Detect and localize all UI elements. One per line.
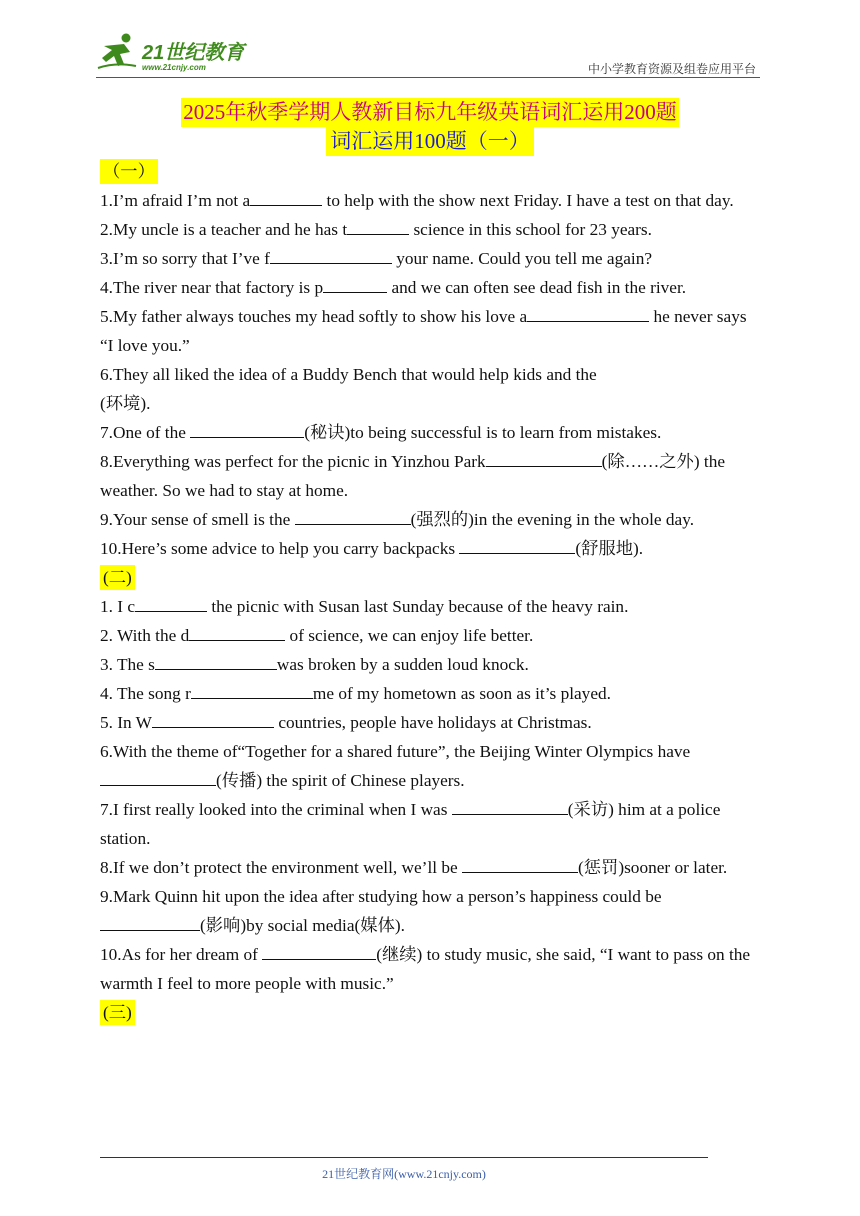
question-item: 5. In W countries, people have holidays at Christmas. [100,708,762,737]
question-item: 1.I’m afraid I’m not a to help with the show next Friday. I have a test on that day. [100,186,762,215]
answer-blank[interactable] [270,244,392,264]
answer-blank[interactable] [347,215,409,235]
answer-blank[interactable] [486,447,602,467]
question-item: 2. With the d of science, we can enjoy life better. [100,621,762,650]
logo [96,30,296,78]
question-item: 10.Here’s some advice to help you carry backpacks (舒服地). [100,534,762,563]
question-item: 4. The song r me of my hometown as soon as it’s played. [100,679,762,708]
logo-url: www.21cnjy.com [142,63,206,72]
runner-logo-icon [96,32,140,72]
page-header [96,30,760,78]
section-label: (三) [100,1000,135,1025]
question-item: 9.Your sense of smell is the (强烈的)in the evening in the whole day. [100,505,762,534]
title-block [0,98,860,156]
question-item: 3.I’m so sorry that I’ve f your name. Could you tell me again? [100,244,762,273]
question-item: 10.As for her dream of (继续) to study music, she said, “I want to pass on the warmth I feel to more people with music.” [100,940,762,998]
section-label: （一） [100,159,158,184]
page-title: 2025年秋季学期人教新目标九年级英语词汇运用200题 [181,98,679,127]
question-item: 8.If we don’t protect the environment well, we’ll be (惩罚)sooner or later. [100,853,762,882]
answer-blank[interactable] [191,679,313,699]
answer-blank[interactable] [323,273,387,293]
answer-blank[interactable] [527,302,649,322]
answer-blank[interactable] [452,795,568,815]
question-item: 7.I first really looked into the criminal when I was (采访) him at a police station. [100,795,762,853]
answer-blank[interactable] [155,650,277,670]
answer-blank[interactable] [100,911,200,931]
question-item: 4.The river near that factory is p and we can often see dead fish in the river. [100,273,762,302]
answer-blank[interactable] [189,621,285,641]
section-label: (二) [100,565,135,590]
header-divider [96,77,760,78]
page-footer: 21世纪教育网(www.21cnjy.com) [322,1167,486,1181]
answer-blank[interactable] [250,186,322,206]
logo-text: 21世纪教育 [142,42,245,64]
question-item: 6.They all liked the idea of a Buddy Bench that would help kids and the (环境). [100,365,597,413]
question-item: 9.Mark Quinn hit upon the idea after studying how a person’s happiness could be (影响)by social media(媒体). [100,887,666,935]
platform-label: 中小学教育资源及组卷应用平台 [587,62,756,76]
answer-blank[interactable] [190,418,304,438]
answer-blank[interactable] [459,534,575,554]
page-subtitle: 词汇运用100题（一） [326,127,534,156]
footer-divider [100,1157,708,1158]
answer-blank[interactable] [295,505,411,525]
question-item: 1. I c the picnic with Susan last Sunday because of the heavy rain. [100,592,762,621]
answer-blank[interactable] [135,592,207,612]
answer-blank[interactable] [100,766,216,786]
question-item: 8.Everything was perfect for the picnic in Yinzhou Park (除……之外) the weather. So we had to stay at home. [100,447,762,505]
answer-blank[interactable] [152,708,274,728]
question-item: 2.My uncle is a teacher and he has t science in this school for 23 years. [100,215,762,244]
answer-blank[interactable] [462,853,578,873]
question-item: 7.One of the (秘诀)to being successful is to learn from mistakes. [100,418,762,447]
question-item: 3. The s was broken by a sudden loud knock. [100,650,762,679]
exercise-content [100,157,762,1027]
answer-blank[interactable] [262,940,376,960]
question-item: 6.With the theme of“Together for a shared future”, the Beijing Winter Olympics have (传播) the spirit of Chinese players. [100,742,695,790]
question-item: 5.My father always touches my head softly to show his love a he never says “I love you.” [100,302,762,360]
